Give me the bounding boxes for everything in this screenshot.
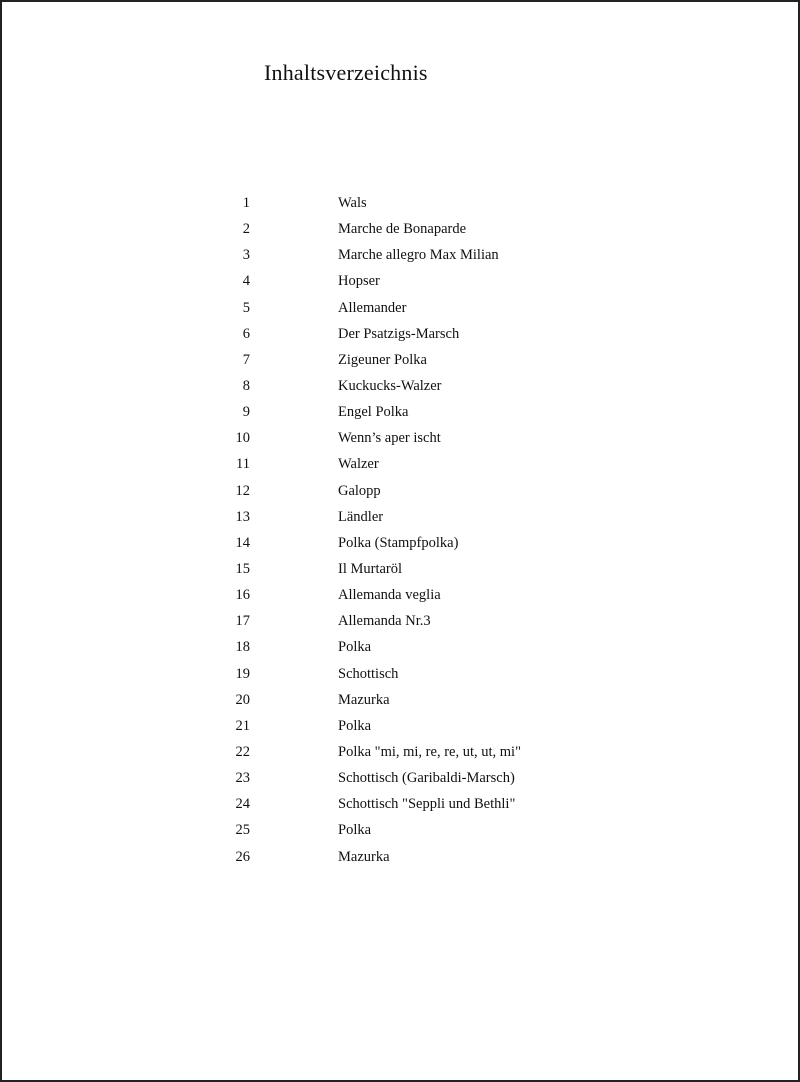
toc-entry (2, 451, 798, 477)
toc-entry (2, 791, 798, 817)
toc-entry-number: 11 (236, 456, 250, 473)
toc-entry (2, 425, 798, 451)
toc-entry (2, 268, 798, 294)
toc-entry (2, 765, 798, 791)
toc-entry-title: Schottisch "Seppli und Bethli" (338, 796, 516, 813)
toc-entry (2, 817, 798, 843)
toc-entry (2, 530, 798, 556)
toc-entry-title: Polka (338, 717, 372, 734)
toc-entry-number: 14 (235, 534, 250, 551)
toc-entry (2, 242, 798, 268)
toc-entry-number: 15 (235, 560, 250, 577)
table-of-contents (2, 190, 798, 870)
toc-entry-title: Polka (338, 639, 372, 656)
toc-entry-title: Ländler (338, 508, 384, 525)
toc-entry (2, 373, 798, 399)
toc-entry (2, 190, 798, 216)
toc-entry-title: Walzer (338, 456, 379, 473)
toc-entry-number: 16 (235, 587, 250, 604)
toc-entry (2, 347, 798, 373)
toc-entry-number: 5 (242, 299, 250, 316)
toc-entry-number: 12 (235, 482, 250, 499)
toc-entry (2, 216, 798, 242)
toc-entry (2, 739, 798, 765)
toc-entry-number: 3 (242, 247, 250, 264)
toc-entry-title: Marche allegro Max Milian (338, 247, 499, 264)
toc-entry-number: 13 (235, 508, 250, 525)
toc-entry-number: 9 (242, 404, 250, 421)
toc-entry-number: 4 (242, 273, 250, 290)
toc-entry (2, 608, 798, 634)
toc-entry-title: Marche de Bonaparde (338, 221, 467, 238)
toc-entry (2, 582, 798, 608)
toc-entry-number: 10 (235, 430, 250, 447)
toc-entry-title: Zigeuner Polka (338, 351, 427, 368)
toc-entry-number: 24 (235, 796, 250, 813)
toc-entry-number: 22 (235, 743, 250, 760)
toc-entry-title: Polka (338, 822, 372, 839)
toc-entry-number: 2 (242, 221, 250, 238)
toc-entry-number: 6 (242, 325, 250, 342)
toc-entry-number: 19 (235, 665, 250, 682)
toc-entry (2, 713, 798, 739)
toc-entry-title: Galopp (338, 482, 381, 499)
toc-entry (2, 556, 798, 582)
toc-entry-title: Schottisch (Garibaldi-Marsch) (338, 770, 515, 787)
toc-entry-number: 17 (235, 613, 250, 630)
toc-entry-title: Mazurka (338, 691, 390, 708)
toc-entry-number: 7 (242, 351, 250, 368)
toc-entry (2, 504, 798, 530)
toc-entry-number: 20 (235, 691, 250, 708)
toc-entry-title: Allemanda Nr.3 (338, 613, 431, 630)
toc-entry-title: Il Murtaröl (338, 560, 403, 577)
toc-entry-title: Schottisch (338, 665, 399, 682)
toc-entry-title: Allemanda veglia (338, 587, 441, 604)
toc-entry-title: Allemander (338, 299, 407, 316)
toc-entry-title: Hopser (338, 273, 380, 290)
toc-entry-number: 23 (235, 770, 250, 787)
toc-entry-number: 8 (242, 377, 250, 394)
toc-entry-number: 25 (235, 822, 250, 839)
toc-entry-title: Mazurka (338, 848, 390, 865)
toc-entry-number: 18 (235, 639, 250, 656)
toc-entry-title: Wals (338, 195, 367, 211)
toc-entry (2, 321, 798, 347)
toc-entry-number: 26 (235, 848, 250, 865)
toc-entry-number: 21 (235, 717, 250, 734)
toc-entry (2, 634, 798, 660)
toc-entry (2, 478, 798, 504)
toc-entry-title: Der Psatzigs-Marsch (338, 325, 460, 342)
toc-entry-title: Engel Polka (338, 404, 409, 421)
toc-entry (2, 661, 798, 687)
toc-entry-title: Kuckucks-Walzer (338, 377, 442, 394)
toc-entry-title: Wenn’s aper ischt (338, 430, 441, 447)
toc-entry-title: Polka "mi, mi, re, re, ut, ut, mi" (338, 743, 521, 760)
toc-entry (2, 687, 798, 713)
toc-entry-number: 1 (242, 195, 250, 211)
toc-entry-title: Polka (Stampfpolka) (338, 534, 459, 551)
toc-entry (2, 295, 798, 321)
page-title: Inhaltsverzeichnis (264, 60, 428, 85)
toc-entry (2, 844, 798, 870)
toc-entry (2, 399, 798, 425)
